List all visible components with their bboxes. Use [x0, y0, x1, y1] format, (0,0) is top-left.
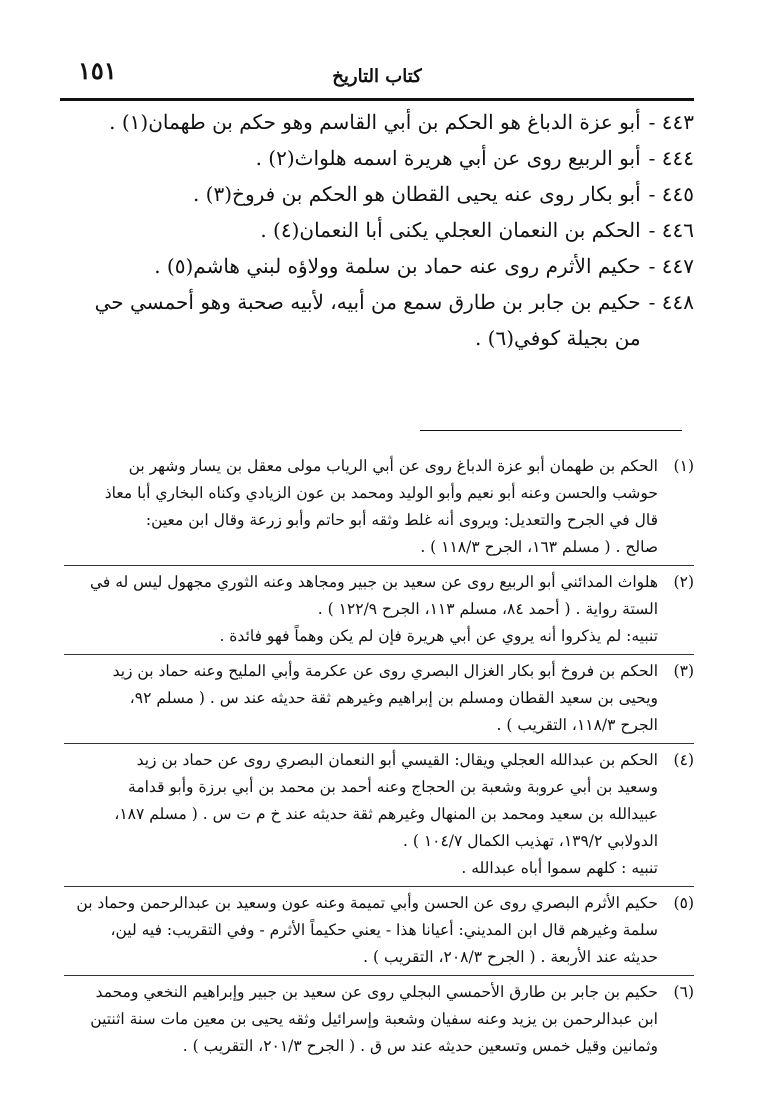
footnote-line: وسعيد بن أبي عروبة وشعبة بن الحجاج وعنه أحمد بن محمد بن أبي برزة وأبو قدامة [128, 778, 658, 796]
page-header [60, 56, 694, 96]
footnote-number: (٤) [673, 751, 694, 769]
entry-number: ٤٤٣ - [648, 110, 694, 134]
entry-text: أبو الربيع روى عن أبي هريرة اسمه هلواث(٢) . [255, 146, 641, 170]
footnote-line: تنبيه : كلهم سموا أباه عبدالله . [461, 859, 658, 877]
footnote-line: الدولابي ١٣٩/٢، تهذيب الكمال ١٠٤/٧ ) . [403, 832, 658, 850]
footnote [64, 887, 694, 976]
footnote-body [64, 890, 658, 971]
entry [86, 176, 694, 212]
entry-number: ٤٤٥ - [648, 182, 694, 206]
footnote [64, 976, 694, 1064]
entry [86, 140, 694, 176]
footnote [64, 744, 694, 887]
footnote-line: تنبيه: لم يذكروا أنه يروي عن أبي هريرة فإن لم يكن وهماً فهو فائدة . [219, 627, 658, 645]
entry-text: حكيم الأثرم روى عنه حماد بن سلمة وولاؤه لبني هاشم(٥) . [154, 254, 641, 278]
footnote-line: ابن عبدالرحمن بن يزيد وعنه سفيان وشعبة وإسرائيل وثقه يحيى بن معين مات سنة اثنتين [90, 1010, 658, 1028]
footnote-line: الحكم بن طهمان أبو عزة الدباغ روى عن أبي الرياب مولى معقل بن يسار وشهر بن [128, 457, 658, 475]
entry [86, 284, 694, 356]
entries-list [86, 104, 694, 356]
footnote-line: حديثه عند الأربعة . ( الجرح ٢٠٨/٣، التقريب ) . [363, 948, 658, 966]
footnote-body [64, 747, 658, 882]
footnote-number: (٣) [673, 662, 694, 680]
footnote-number: (٢) [673, 573, 694, 591]
entry-number: ٤٤٨ - [648, 290, 694, 314]
entry [86, 212, 694, 248]
footnote-separator [420, 430, 682, 431]
footnote-line: هلواث المدائني أبو الربيع روى عن سعيد بن جبير ومجاهد وعنه الثوري مجهول ليس له في [89, 573, 658, 591]
footnote-line: الحكم بن فروخ أبو بكار الغزال البصري روى عن عكرمة وأبي المليح وعنه حماد بن زيد [112, 662, 658, 680]
header-divider [60, 98, 694, 101]
footnote-line: سلمة وغيرهم قال ابن المديني: أعيانا هذا - يعني حكيماً الأثرم - وفي التقريب: فيه لين، [110, 921, 658, 939]
footnote [64, 566, 694, 655]
footnote-line: قال في الجرح والتعديل: ويروى أنه غلط وثقه أبو حاتم وأبو زرعة وقال ابن معين: [145, 511, 658, 529]
entry [86, 104, 694, 140]
entry-text: أبو عزة الدباغ هو الحكم بن أبي القاسم وهو حكم بن طهمان(١) . [109, 110, 641, 134]
footnote-body [64, 569, 658, 650]
entry-number: ٤٤٦ - [648, 218, 694, 242]
footnote-line: حوشب والحسن وعنه أبو نعيم وأبو الوليد ومحمد بن عون الزيادي وكناه البخاري أبا معاذ [104, 484, 658, 502]
footnote-line: حكيم الأثرم البصري روى عن الحسن وأبي تميمة وعنه عون وسعيد بن عبدالرحمن وحماد بن [76, 894, 658, 912]
footnote [64, 655, 694, 744]
footnote-number: (٥) [673, 894, 694, 912]
footnote-line: الحكم بن عبدالله العجلي ويقال: القيسي أبو النعمان البصري روى عن حماد بن زيد [136, 751, 658, 769]
footnote-body [64, 658, 658, 739]
footnote-line: وثمانين وقيل خمس وتسعين حديثه عند س ق . ( الجرح ٢٠١/٣، التقريب ) . [182, 1037, 658, 1055]
footnote-line: صالح . ( مسلم ١٦٣، الجرح ١١٨/٣ ) . [420, 538, 658, 556]
entry-number: ٤٤٤ - [648, 146, 694, 170]
entry-text: حكيم بن جابر بن طارق سمع من أبيه، لأبيه صحبة وهو أحمسي حي من بجيلة كوفي(٦) . [94, 290, 641, 350]
footnote-line: الستة رواية . ( أحمد ٨٤، مسلم ١١٣، الجرح ١٢٢/٩ ) . [317, 600, 658, 618]
footnote-line: عبيدالله بن سعيد ومحمد بن المنهال وغيرهم ثقة حديثه عند خ م ت س . ( مسلم ١٨٧، [114, 805, 658, 823]
entry [86, 248, 694, 284]
entry-number: ٤٤٧ - [648, 254, 694, 278]
footnote-line: حكيم بن جابر بن طارق الأحمسي البجلي روى عن سعيد بن جبير وإبراهيم النخعي ومحمد [95, 983, 658, 1001]
entry-text: الحكم بن النعمان العجلي يكنى أبا النعمان(٤) . [260, 218, 641, 242]
footnote-body [64, 979, 658, 1060]
footnote [64, 450, 694, 566]
footnote-number: (١) [673, 457, 694, 475]
page-number: ١٥١ [78, 56, 117, 85]
footnote-number: (٦) [673, 983, 694, 1001]
running-title: كتاب التاريخ [332, 66, 422, 87]
footnote-body [64, 453, 658, 561]
entry-text: أبو بكار روى عنه يحيى القطان هو الحكم بن فروخ(٣) . [192, 182, 641, 206]
footnotes-section [64, 450, 694, 1064]
footnote-line: ويحيى بن سعيد القطان ومسلم بن إبراهيم وغيرهم ثقة حديثه عند س . ( مسلم ٩٢، [129, 689, 658, 707]
footnote-line: الجرح ١١٨/٣، التقريب ) . [496, 716, 658, 734]
